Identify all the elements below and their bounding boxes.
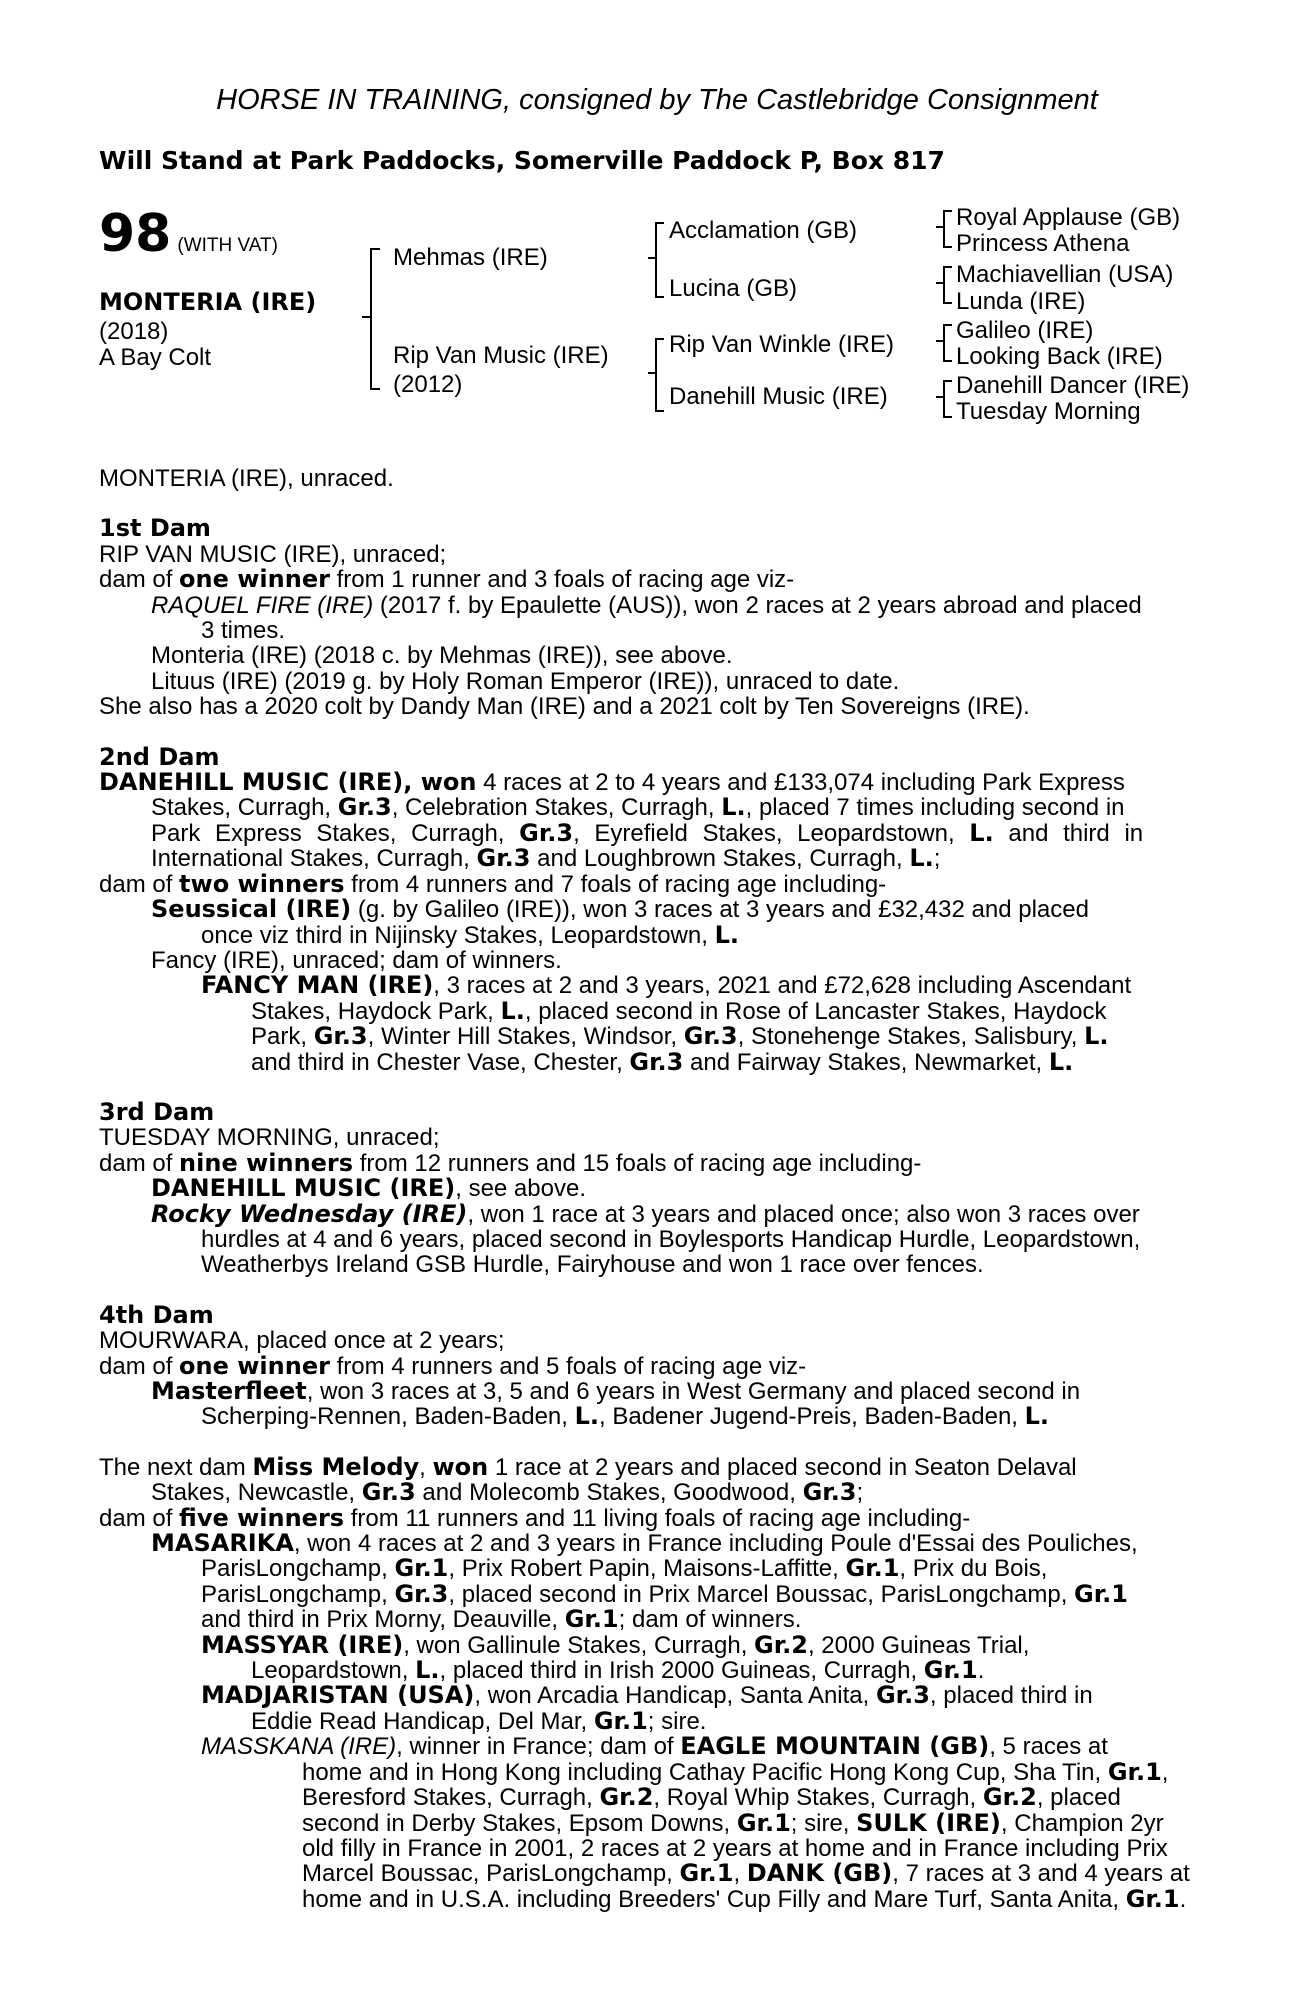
text-run: MASARIKA <box>151 1529 294 1558</box>
nextdam-line <box>99 1480 1207 1505</box>
text-run: Gr.3 <box>476 844 531 873</box>
text-run: Gr.2 <box>599 1783 654 1812</box>
text-run: , placed third in Irish 2000 Guineas, Curragh, <box>439 1657 924 1685</box>
text-run: Park, <box>251 1023 314 1051</box>
text-run: and Fairway Stakes, Newmarket, <box>683 1048 1049 1076</box>
section-heading-2nd-dam: 2nd Dam <box>99 742 220 771</box>
text-run: MADJARISTAN (USA) <box>201 1681 475 1710</box>
dam3-line <box>99 1199 1207 1228</box>
pedigree-sire-dam: Lucina (GB) <box>669 275 798 302</box>
nextdam-line <box>99 1630 1207 1659</box>
text-run: EAGLE MOUNTAIN (GB) <box>680 1732 990 1761</box>
text-run: ; sire. <box>647 1707 707 1735</box>
nextdam-line <box>99 1556 1207 1581</box>
brace-g2-tip <box>936 282 944 284</box>
nextdam-line <box>99 1884 1207 1913</box>
text-run: Gr.1 <box>1074 1579 1128 1608</box>
brace-g1-tip <box>936 226 944 228</box>
brace-g3 <box>943 324 952 362</box>
text-run: and third in <box>993 819 1144 847</box>
dam2-line <box>99 897 1207 922</box>
nextdam-line <box>99 1808 1207 1837</box>
text-run: DANK (GB) <box>746 1859 893 1888</box>
dam2-line <box>99 818 1207 847</box>
section-heading-3rd-dam: 3rd Dam <box>99 1097 215 1126</box>
text-run: . <box>977 1657 985 1685</box>
text-run: won <box>432 1452 489 1481</box>
text-run: dam of <box>99 566 180 594</box>
dam4-line: MOURWARA, placed once at 2 years; <box>99 1327 505 1355</box>
text-run: ParisLongchamp, <box>201 1555 395 1583</box>
pedigree-g1: Royal Applause (GB) <box>956 204 1181 231</box>
text-run: Seussical (IRE) <box>151 895 352 924</box>
text-run: ; sire, <box>790 1809 857 1837</box>
nextdam-line <box>99 1785 1207 1810</box>
text-run: Gr.1 <box>923 1656 978 1685</box>
text-run: Marcel Boussac, ParisLongchamp, <box>302 1860 680 1888</box>
dam2-line <box>99 1047 1207 1076</box>
dam2-line <box>99 1024 1207 1049</box>
text-run: ; <box>933 845 941 873</box>
pedigree-g3: Machiavellian (USA) <box>956 261 1174 288</box>
text-run: , Royal Whip Stakes, Curragh, <box>653 1784 983 1812</box>
dam2-line <box>99 920 1207 949</box>
text-run: , placed 7 times including second in <box>745 794 1125 822</box>
text-run: home and in U.S.A. including Breeders' Cup Filly and Mare Turf, Santa Anita, <box>302 1885 1126 1913</box>
text-run: , won Gallinule Stakes, Curragh, <box>403 1631 755 1659</box>
text-run: L. <box>574 1402 600 1431</box>
dam3-line: Weatherbys Ireland GSB Hurdle, Fairyhouse and won 1 race over fences. <box>201 1251 984 1279</box>
text-run: from 11 runners and 11 living foals of racing age including- <box>344 1504 971 1532</box>
text-run: DANEHILL MUSIC (IRE) <box>151 1174 456 1203</box>
text-run: L. <box>1048 1047 1074 1076</box>
text-run: Gr.3 <box>683 1022 738 1051</box>
dam2-line <box>99 996 1207 1025</box>
pedigree-g8: Tuesday Morning <box>956 398 1141 425</box>
brace-g3-tip <box>936 340 944 342</box>
nextdam-line <box>99 1734 1207 1759</box>
text-run: once viz third in Nijinsky Stakes, Leopardstown, <box>201 921 715 949</box>
text-run: , 2000 Guineas Trial, <box>807 1631 1030 1659</box>
text-run: one winner <box>179 565 330 594</box>
section-heading-1st-dam: 1st Dam <box>99 514 211 543</box>
text-run: home and in Hong Kong including Cathay Pacific Hong Kong Cup, Sha Tin, <box>302 1758 1108 1786</box>
dam1-line: RIP VAN MUSIC (IRE), unraced; <box>99 540 447 568</box>
dam1-line <box>99 567 1207 592</box>
pedigree-g4: Lunda (IRE) <box>956 288 1086 315</box>
text-run: , <box>403 768 421 797</box>
text-run: Rocky Wednesday (IRE) <box>151 1199 468 1228</box>
dam1-line: Lituus (IRE) (2019 g. by Holy Roman Emperor (IRE)), unraced to date. <box>151 667 900 695</box>
text-run: Gr.2 <box>754 1630 808 1659</box>
nextdam-line <box>99 1503 1207 1532</box>
text-run: Stakes, Curragh, <box>151 794 338 822</box>
dam3-line <box>99 1176 1207 1201</box>
text-run: , Celebration Stakes, Curragh, <box>391 794 722 822</box>
pedigree-g5: Galileo (IRE) <box>956 317 1094 344</box>
dam1-line: She also has a 2020 colt by Dandy Man (IRE) and a 2021 colt by Ten Sovereigns (IRE). <box>99 693 1030 721</box>
dam2-line <box>99 770 1207 795</box>
text-run: , <box>419 1453 433 1481</box>
text-run: MASSKANA (IRE) <box>201 1733 397 1761</box>
text-run: Gr.3 <box>337 793 392 822</box>
text-run: and Loughbrown Stakes, Curragh, <box>530 845 910 873</box>
nextdam-line <box>99 1452 1207 1481</box>
text-run: 1 race at 2 years and placed second in Seaton Delaval <box>488 1453 1077 1481</box>
text-run: from 4 runners and 7 foals of racing age including- <box>344 870 887 898</box>
nextdam-line <box>99 1706 1207 1735</box>
text-run: , Champion 2yr <box>1000 1809 1164 1837</box>
pedigree-g7: Danehill Dancer (IRE) <box>956 372 1190 399</box>
vat-note: (WITH VAT) <box>177 235 278 256</box>
text-run: Gr.1 <box>1107 1757 1162 1786</box>
page-title: HORSE IN TRAINING, consigned by The Castlebridge Consignment <box>216 84 1098 116</box>
dam4-line <box>99 1351 1207 1380</box>
text-run: Stakes, Haydock Park, <box>251 997 501 1025</box>
text-run: dam of <box>99 870 180 898</box>
text-run: . <box>1179 1885 1187 1913</box>
text-run: , Stonehenge Stakes, Salisbury, <box>737 1023 1085 1051</box>
text-run: and third in Chester Vase, Chester, <box>251 1048 630 1076</box>
text-run: Gr.3 <box>875 1681 930 1710</box>
text-run: SULK (IRE) <box>856 1808 1001 1837</box>
text-run: ; dam of winners. <box>618 1606 802 1634</box>
text-run: , <box>1161 1758 1169 1786</box>
text-run: nine winners <box>179 1148 354 1177</box>
brace-dam <box>655 338 664 412</box>
text-run: , Prix Robert Papin, Maisons-Laffitte, <box>448 1555 846 1583</box>
text-run: (g. by Galileo (IRE)), won 3 races at 3 years and £32,432 and placed <box>351 896 1089 924</box>
lot-block <box>99 204 278 264</box>
text-run: Gr.1 <box>736 1808 791 1837</box>
text-run: dam of <box>99 1504 180 1532</box>
text-run: The next dam <box>99 1453 253 1481</box>
text-run: Gr.1 <box>593 1706 648 1735</box>
text-run: Masterfleet <box>151 1377 307 1405</box>
dam3-line: hurdles at 4 and 6 years, placed second in Boylesports Handicap Hurdle, Leopardstown, <box>201 1225 1141 1253</box>
brace-sire <box>655 222 664 298</box>
nextdam-line: old filly in France in 2001, 2 races at 2 years at home and in France including Prix <box>302 1834 1168 1862</box>
dam3-line <box>99 1148 1207 1177</box>
text-run: Gr.3 <box>629 1047 684 1076</box>
stand-location: Will Stand at Park Paddocks, Somerville Paddock P, Box 817 <box>99 146 945 175</box>
text-run: one winner <box>179 1351 330 1380</box>
text-run: , won 4 races at 2 and 3 years in France including Poule d'Essai des Pouliches, <box>293 1530 1138 1558</box>
text-run: 4 races at 2 to 4 years and £133,074 including Park Express <box>476 769 1125 797</box>
dam4-line <box>99 1379 1207 1404</box>
text-run: , winner in France; dam of <box>396 1733 681 1761</box>
text-run: won <box>420 768 477 797</box>
dam1-line <box>99 593 1207 618</box>
dam4-line <box>99 1404 1207 1429</box>
text-run: Gr.1 <box>394 1554 449 1583</box>
text-run: Leopardstown, <box>251 1657 416 1685</box>
text-run: Gr.3 <box>802 1478 857 1507</box>
text-run: from 12 runners and 15 foals of racing age including- <box>353 1149 922 1177</box>
text-run: , Prix du Bois, <box>899 1555 1048 1583</box>
text-run: Gr.1 <box>1125 1884 1180 1913</box>
pedigree-dam-dam: Danehill Music (IRE) <box>669 383 888 410</box>
text-run: , Winter Hill Stakes, Windsor, <box>367 1023 684 1051</box>
nextdam-line <box>99 1683 1207 1708</box>
text-run: from 4 runners and 5 foals of racing age viz- <box>329 1352 807 1380</box>
horse-year: (2018) <box>99 318 169 345</box>
brace-sire-tip <box>648 257 656 259</box>
dam2-line <box>99 973 1207 998</box>
text-run: DANEHILL MUSIC (IRE) <box>99 768 404 797</box>
text-run: second in Derby Stakes, Epsom Downs, <box>302 1809 737 1837</box>
intro-line: MONTERIA (IRE), unraced. <box>99 465 394 492</box>
text-run: L. <box>721 793 746 822</box>
text-run: Park Express Stakes, Curragh, <box>151 819 520 847</box>
text-run: Gr.3 <box>361 1478 416 1507</box>
text-run: Eddie Read Handicap, Del Mar, <box>251 1707 594 1735</box>
text-run: dam of <box>99 1352 180 1380</box>
brace-g2 <box>943 266 952 304</box>
text-run: ; <box>856 1479 864 1507</box>
text-run: two winners <box>179 869 345 898</box>
pedigree-dam-sire: Rip Van Winkle (IRE) <box>669 331 894 358</box>
text-run: , won 3 races at 3, 5 and 6 years in West Germany and placed second in <box>306 1378 1081 1405</box>
horse-name: MONTERIA (IRE) <box>99 288 317 316</box>
text-run: Gr.3 <box>394 1579 449 1608</box>
text-run: , placed third in <box>929 1682 1093 1710</box>
text-run: and third in Prix Morny, Deauville, <box>201 1606 565 1634</box>
nextdam-line <box>99 1658 1207 1683</box>
nextdam-line <box>99 1861 1207 1886</box>
text-run: Gr.1 <box>845 1554 900 1583</box>
text-run: , placed second in Rose of Lancaster Stakes, Haydock <box>524 997 1107 1025</box>
pedigree-dam-year: (2012) <box>393 371 463 398</box>
text-run: , 3 races at 2 and 3 years, 2021 and £72,628 including Ascendant <box>433 972 1132 1000</box>
text-run: L. <box>1084 1022 1109 1051</box>
nextdam-line <box>99 1757 1207 1786</box>
dam1-line: 3 times. <box>201 617 286 645</box>
text-run: , won Arcadia Handicap, Santa Anita, <box>474 1682 876 1710</box>
text-run: five winners <box>179 1503 345 1532</box>
text-run: Gr.2 <box>982 1783 1037 1812</box>
text-run: and Molecomb Stakes, Goodwood, <box>415 1479 803 1507</box>
brace-g4 <box>943 380 952 418</box>
text-run: , placed <box>1036 1784 1121 1812</box>
text-run: Gr.3 <box>313 1022 368 1051</box>
pedigree-g2: Princess Athena <box>956 230 1130 257</box>
pedigree-g6: Looking Back (IRE) <box>956 343 1163 370</box>
text-run: L. <box>1024 1402 1050 1431</box>
text-run: Scherping-Rennen, Baden-Baden, <box>201 1403 575 1431</box>
text-run: Gr.1 <box>679 1859 734 1888</box>
text-run: L. <box>909 844 934 873</box>
dam1-line: Monteria (IRE) (2018 c. by Mehmas (IRE)), see above. <box>151 642 733 670</box>
pedigree-sire: Mehmas (IRE) <box>393 244 548 271</box>
horse-description: A Bay Colt <box>99 344 212 371</box>
text-run: from 1 runner and 3 foals of racing age viz- <box>329 566 795 594</box>
lot-number: 98 <box>99 204 172 264</box>
brace-g4-tip <box>936 396 944 398</box>
nextdam-line <box>99 1607 1207 1632</box>
text-run: RAQUEL FIRE (IRE) <box>151 591 374 619</box>
text-run: , 5 races at <box>989 1733 1108 1761</box>
nextdam-line <box>99 1579 1207 1608</box>
dam2-line <box>99 869 1207 898</box>
text-run: , see above. <box>455 1175 586 1203</box>
text-run: Beresford Stakes, Curragh, <box>302 1784 600 1812</box>
text-run: L. <box>714 920 739 949</box>
text-run: , <box>733 1860 747 1888</box>
brace-g1 <box>943 210 952 248</box>
text-run: International Stakes, Curragh, <box>151 845 477 873</box>
text-run: Miss Melody <box>252 1452 420 1481</box>
text-run: Stakes, Newcastle, <box>151 1479 362 1507</box>
pedigree-sire-sire: Acclamation (GB) <box>669 217 858 244</box>
brace-dam-tip <box>648 372 656 374</box>
text-run: L. <box>415 1656 440 1685</box>
text-run: , won 1 race at 3 years and placed once; also won 3 races over <box>467 1200 1140 1228</box>
brace-main <box>370 248 380 390</box>
text-run: , Eyrefield Stakes, Leopardstown, <box>573 819 970 847</box>
text-run: FANCY MAN (IRE) <box>201 971 434 1000</box>
text-run: , 7 races at 3 and 4 years at <box>892 1860 1190 1888</box>
text-run: Gr.3 <box>519 818 574 847</box>
pedigree-notes <box>99 466 1207 1912</box>
text-run: MASSYAR (IRE) <box>201 1630 404 1659</box>
text-run: Gr.1 <box>564 1605 619 1634</box>
text-run: ParisLongchamp, <box>201 1580 395 1608</box>
pedigree-dam: Rip Van Music (IRE) <box>393 342 609 369</box>
text-run: L. <box>969 818 994 847</box>
dam3-line: TUESDAY MORNING, unraced; <box>99 1124 440 1152</box>
brace-main-tip <box>362 316 370 318</box>
text-run: (2017 f. by Epaulette (AUS)), won 2 races at 2 years abroad and placed <box>373 591 1142 619</box>
section-heading-4th-dam: 4th Dam <box>99 1300 214 1329</box>
nextdam-line <box>99 1531 1207 1556</box>
text-run: L. <box>500 996 525 1025</box>
text-run: dam of <box>99 1149 180 1177</box>
dam2-line <box>99 846 1207 871</box>
dam2-line <box>99 795 1207 820</box>
text-run: , placed second in Prix Marcel Boussac, ParisLongchamp, <box>448 1580 1075 1608</box>
dam2-line: Fancy (IRE), unraced; dam of winners. <box>151 946 562 974</box>
text-run: , Badener Jugend-Preis, Baden-Baden, <box>599 1403 1025 1431</box>
